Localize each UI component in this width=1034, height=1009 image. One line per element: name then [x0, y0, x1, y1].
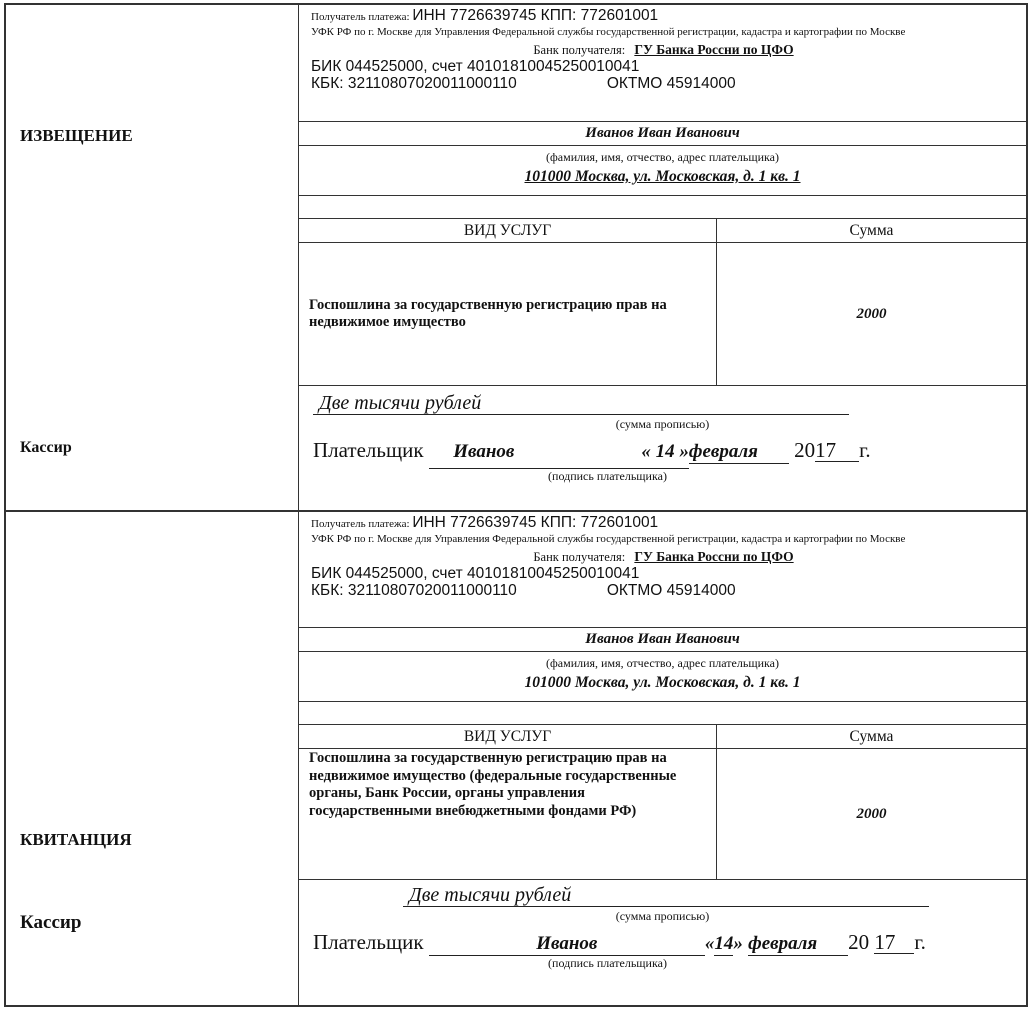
date-year-prefix: 20: [848, 930, 870, 954]
oktmo: ОКТМО 45914000: [606, 581, 736, 599]
signature-hint: (подпись плательщика): [548, 469, 667, 483]
receipt-cashier-label: Кассир: [20, 912, 82, 933]
recipient-inn-kpp: ИНН 7726639745 КПП: 772601001: [412, 7, 659, 24]
receipt-left-column: [6, 512, 299, 1005]
notice-title: ИЗВЕЩЕНИЕ: [20, 126, 133, 145]
recipient-label: Получатель платежа:: [311, 518, 410, 530]
empty-row: [299, 196, 1026, 219]
payer-name: Иванов Иван Иванович: [299, 628, 1026, 652]
services-amount-header: Сумма: [849, 222, 894, 239]
bik-account: БИК 044525000, счет 40101810045250010041: [311, 564, 640, 582]
date-suffix: г.: [859, 438, 871, 462]
bank-label: Банк получателя:: [533, 42, 626, 57]
notice-recipient-block: [299, 5, 1026, 122]
payer-signature: Иванов: [453, 441, 515, 462]
services-header: [299, 725, 1026, 749]
amount-in-words: Две тысячи рублей: [403, 884, 929, 907]
recipient-inn-kpp: ИНН 7726639745 КПП: 772601001: [412, 514, 659, 531]
payer-address: 101000 Москва, ул. Московская, д. 1 кв. 1: [524, 168, 801, 185]
date-suffix: г.: [914, 930, 926, 954]
date-year: 17: [874, 931, 914, 954]
notice-cashier-label: Кассир: [20, 439, 72, 456]
payer-block: [299, 146, 1026, 196]
notice-left-column: [6, 5, 299, 510]
date-close: »: [733, 933, 743, 954]
receipt-right-column: [299, 512, 1026, 1005]
recipient-label: Получатель платежа:: [311, 11, 410, 23]
payer-name: Иванов Иван Иванович: [299, 122, 1026, 146]
services-type-header: ВИД УСЛУГ: [299, 725, 717, 748]
receipt-recipient-block: [299, 512, 1026, 628]
payer-label: Плательщик: [313, 438, 424, 462]
service-amount: 2000: [856, 805, 887, 822]
service-description: Госпошлина за государственную регистрацию прав на недвижимое имущество: [299, 243, 717, 385]
kbk: КБК: 32110807020011000110: [311, 74, 517, 92]
payer-hint: (фамилия, имя, отчество, адрес плательщика): [546, 656, 779, 670]
service-row: [299, 749, 1026, 880]
date-year: 17: [815, 439, 859, 462]
receipt-section: [6, 512, 1026, 1005]
bik-account: БИК 044525000, счет 40101810045250010041: [311, 57, 640, 75]
service-description: Госпошлина за государственную регистрацию прав на недвижимое имущество (федеральные государственные органы, Банк России, органы управления государственными внебюджетными фондами РФ): [299, 749, 717, 879]
services-type-header: ВИД УСЛУГ: [299, 219, 717, 242]
recipient-name: УФК РФ по г. Москве для Управления Федеральной службы государственной регистрации, кадастра и картографии по Москве: [311, 26, 906, 38]
recipient-name: УФК РФ по г. Москве для Управления Федеральной службы государственной регистрации, кадастра и картографии по Москве: [311, 533, 906, 545]
payer-address: 101000 Москва, ул. Московская, д. 1 кв. 1: [524, 674, 801, 691]
services-header: [299, 219, 1026, 243]
notice-section: [6, 5, 1026, 512]
notice-signature-block: [299, 386, 1026, 510]
bank-name: ГУ Банка Россни по ЦФО: [634, 548, 794, 564]
date-year-prefix: 20: [794, 438, 816, 462]
date-month: февраля: [748, 933, 848, 956]
payer-label: Плательщик: [313, 930, 424, 954]
service-amount: 2000: [856, 305, 887, 322]
bank-name: ГУ Банка Россни по ЦФО: [634, 41, 794, 57]
amount-words-hint: (сумма прописью): [615, 417, 710, 431]
date-open: «: [704, 933, 715, 954]
amount-in-words: Две тысячи рублей: [313, 392, 849, 415]
payer-signature: Иванов: [429, 933, 705, 956]
bank-label: Банк получателя:: [533, 549, 626, 564]
services-amount-header: Сумма: [849, 728, 894, 745]
date-day: « 14 »: [641, 441, 689, 462]
date-day: 14: [714, 933, 734, 954]
payment-form: [4, 3, 1028, 1007]
amount-words-hint: (сумма прописью): [615, 909, 710, 923]
kbk: КБК: 32110807020011000110: [311, 581, 517, 599]
signature-hint: (подпись плательщика): [548, 956, 667, 970]
payer-block: [299, 652, 1026, 702]
notice-right-column: [299, 5, 1026, 510]
receipt-signature-block: [299, 880, 1026, 1005]
service-row: [299, 243, 1026, 386]
receipt-title: КВИТАНЦИЯ: [20, 830, 132, 849]
date-month: февраля: [689, 441, 789, 464]
oktmo: ОКТМО 45914000: [606, 74, 736, 92]
empty-row: [299, 702, 1026, 725]
payer-hint: (фамилия, имя, отчество, адрес плательщика): [546, 150, 779, 164]
